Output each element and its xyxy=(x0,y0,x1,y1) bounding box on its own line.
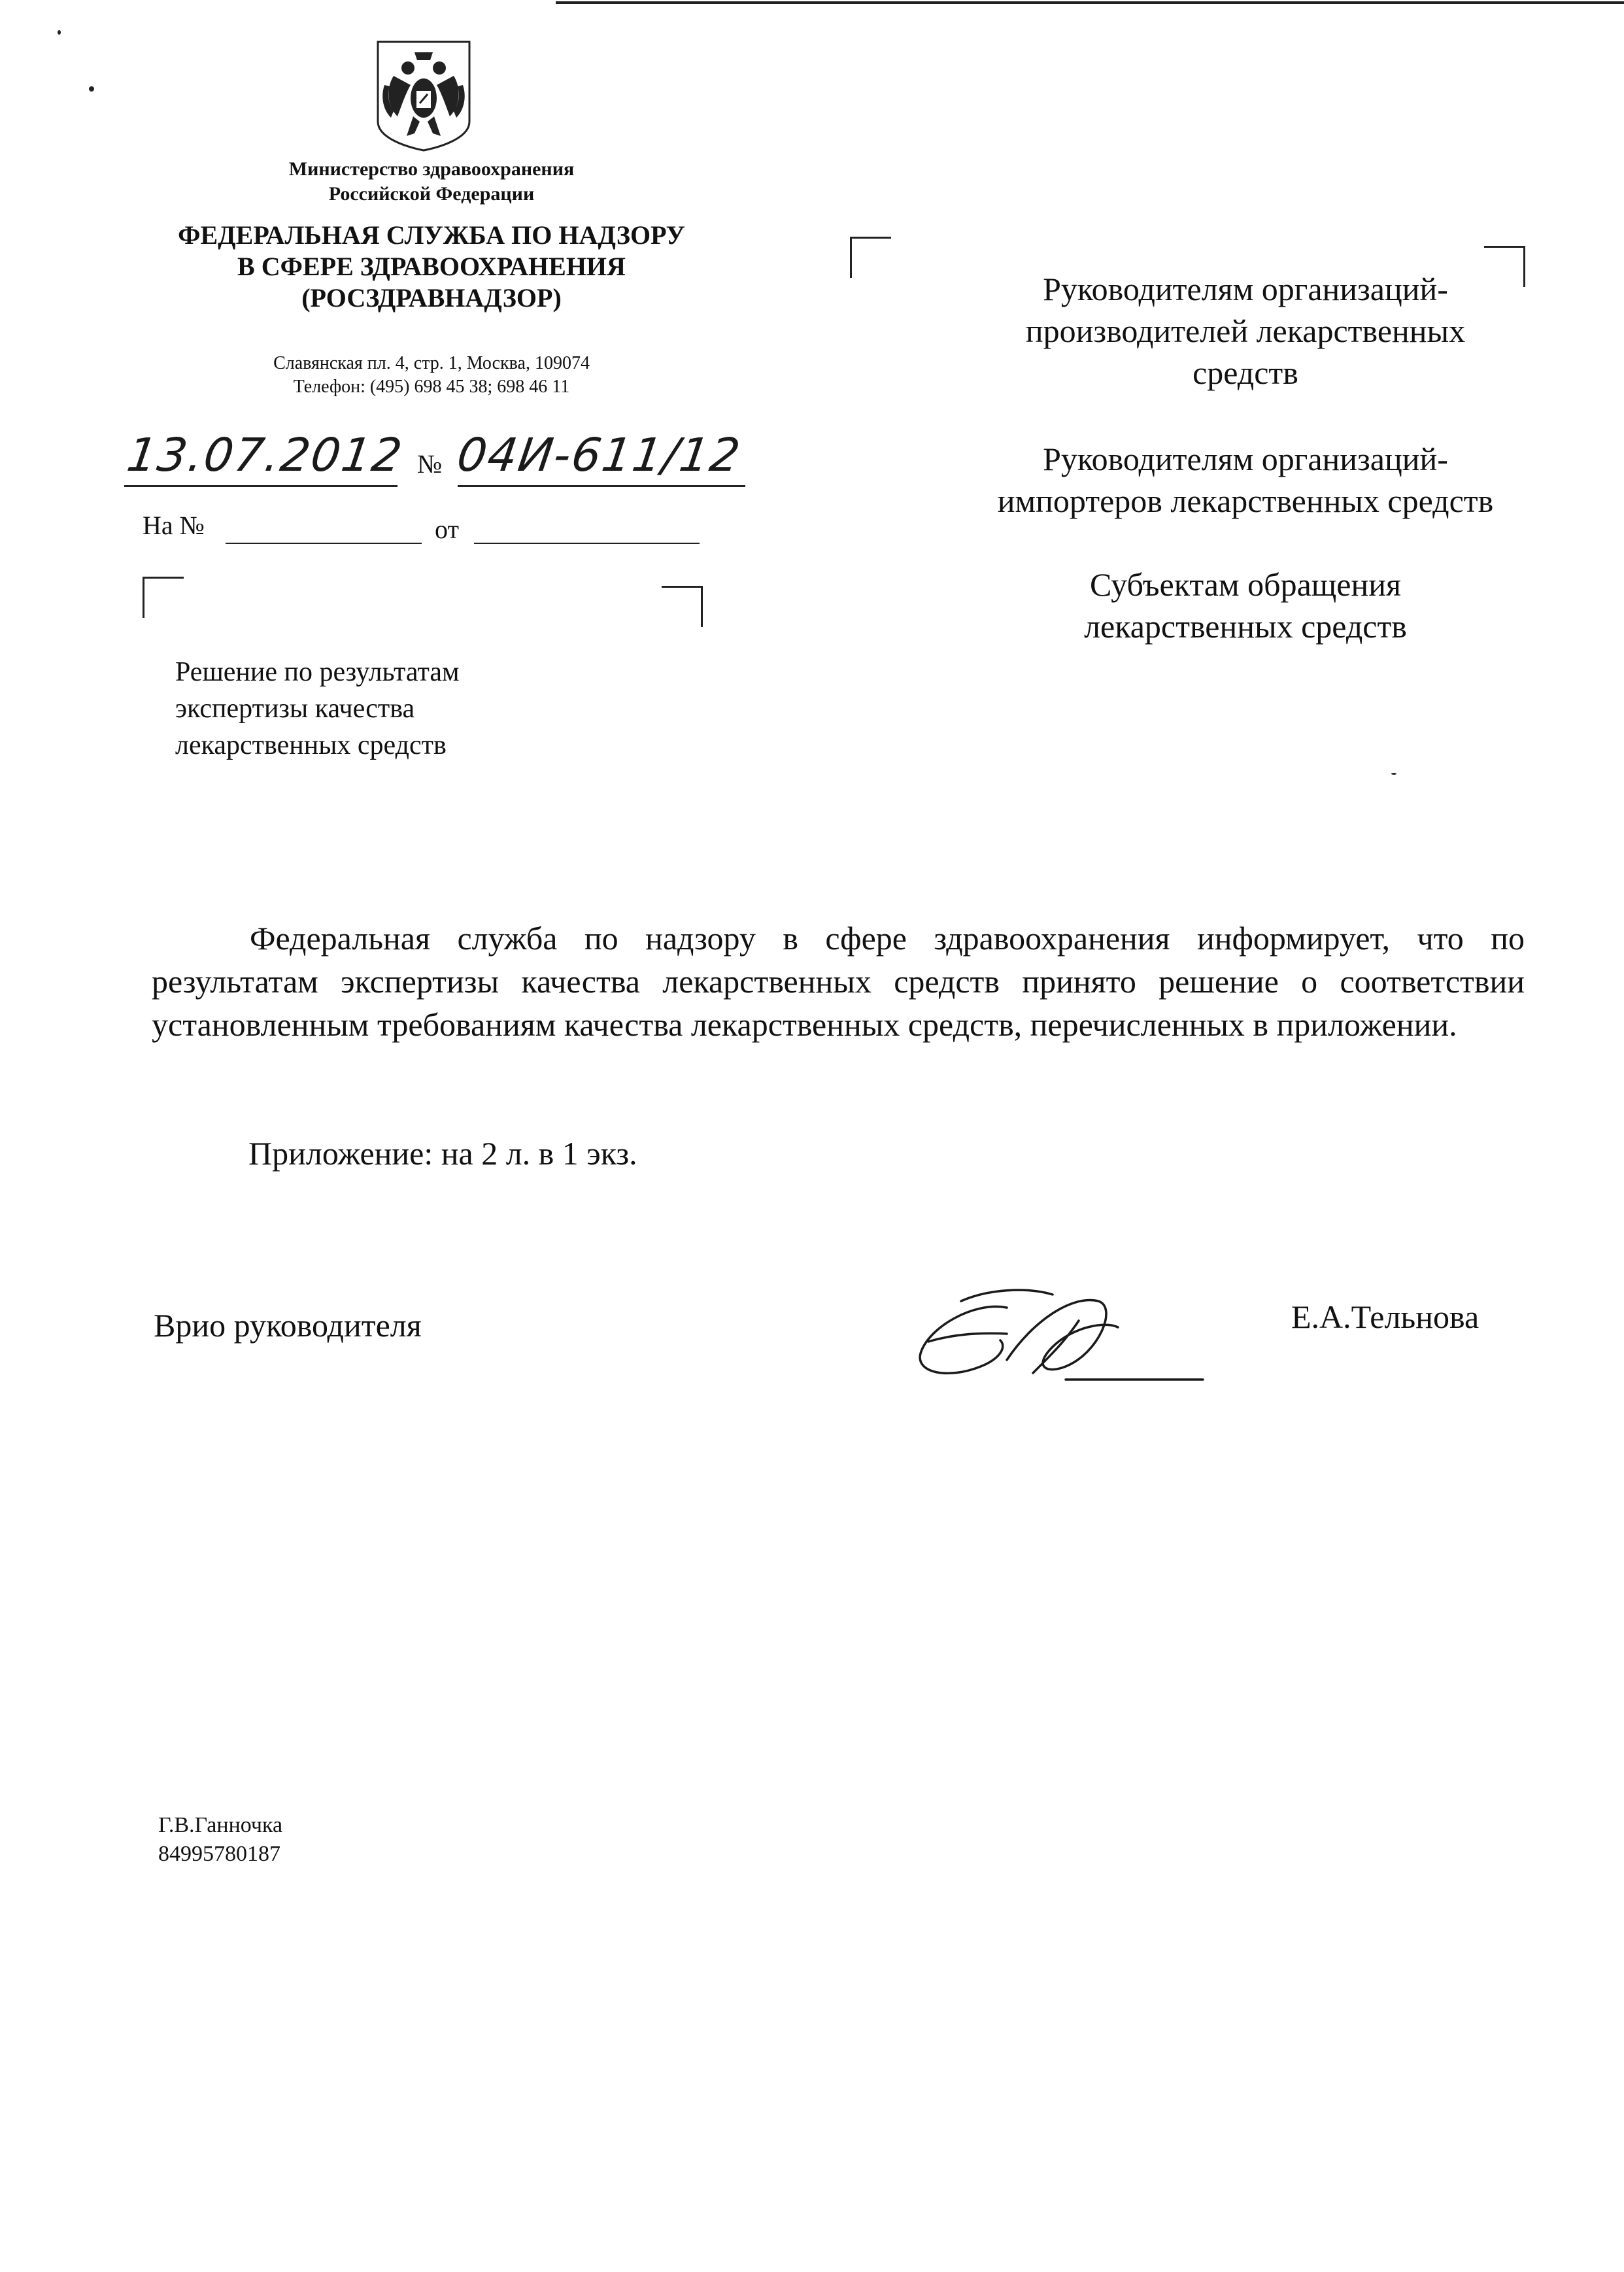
number-underline xyxy=(458,485,745,487)
addressee-block xyxy=(909,564,1582,647)
ministry-line: Министерство здравоохранения xyxy=(288,158,575,180)
reply-to-blank xyxy=(226,543,422,544)
executor-phone: 84995780187 xyxy=(158,1842,280,1866)
date-underline xyxy=(124,485,398,487)
service-address xyxy=(163,352,700,399)
service-line: В СФЕРЕ ЗДРАВООХРАНЕНИЯ xyxy=(237,252,626,281)
registration-number: 04И-611/12 xyxy=(454,428,745,482)
addressee-line: производителей лекарственных xyxy=(1025,313,1466,349)
subject-line: Решение по результатам xyxy=(175,657,460,687)
addressee-line: импортеров лекарственных средств xyxy=(997,483,1494,519)
phone-line: Телефон: (495) 698 45 38; 698 46 11 xyxy=(293,377,570,397)
scan-speck xyxy=(1391,773,1396,775)
addressee-line: Субъектам обращения xyxy=(1090,566,1401,603)
addressee-block xyxy=(909,438,1582,522)
letter-body: Федеральная служба по надзору в сфере здравоохранения информирует, что по результатам экспертизы качества лекарственных средств принято решение о соответствии установленным требованиям качества лекарственных средств, перечисленных в приложении. xyxy=(152,920,1525,1043)
from-blank xyxy=(474,543,700,544)
ministry-line: Российской Федерации xyxy=(328,183,535,205)
top-rule xyxy=(556,1,1624,4)
attachment-note: Приложение: на 2 л. в 1 экз. xyxy=(248,1135,637,1172)
corner-bracket-top-left xyxy=(143,577,184,618)
addressee-line: Руководителям организаций- xyxy=(1043,271,1448,307)
registration-date: 13.07.2012 xyxy=(124,428,407,482)
corner-bracket-top-right xyxy=(662,586,703,627)
executor-name: Г.В.Ганночка xyxy=(158,1813,283,1837)
double-headed-eagle-emblem-icon xyxy=(374,38,473,153)
signer-name: Е.А.Тельнова xyxy=(1291,1298,1480,1335)
addressee-line: средств xyxy=(1193,354,1298,391)
addressee-line: лекарственных средств xyxy=(1084,608,1407,645)
from-label: от xyxy=(435,515,459,544)
service-line: (РОСЗДРАВНАДЗОР) xyxy=(301,283,562,313)
corner-bracket-top-left xyxy=(850,237,891,278)
scan-speck xyxy=(89,86,94,92)
handwritten-signature xyxy=(902,1281,1216,1393)
addressee-block xyxy=(909,268,1582,394)
addressee-line: Руководителям организаций- xyxy=(1043,441,1448,477)
ministry-name xyxy=(216,157,647,207)
signer-title: Врио руководителя xyxy=(154,1307,422,1344)
number-sign: № xyxy=(417,449,443,479)
subject-line: лекарственных средств xyxy=(175,730,447,760)
reply-to-label: На № xyxy=(143,511,205,540)
subject-line: экспертизы качества xyxy=(175,694,415,724)
letter-subject xyxy=(175,654,633,764)
service-line: ФЕДЕРАЛЬНАЯ СЛУЖБА ПО НАДЗОРУ xyxy=(178,220,685,250)
scan-speck xyxy=(58,30,61,35)
service-name xyxy=(118,220,745,314)
address-line: Славянская пл. 4, стр. 1, Москва, 109074 xyxy=(273,353,590,373)
